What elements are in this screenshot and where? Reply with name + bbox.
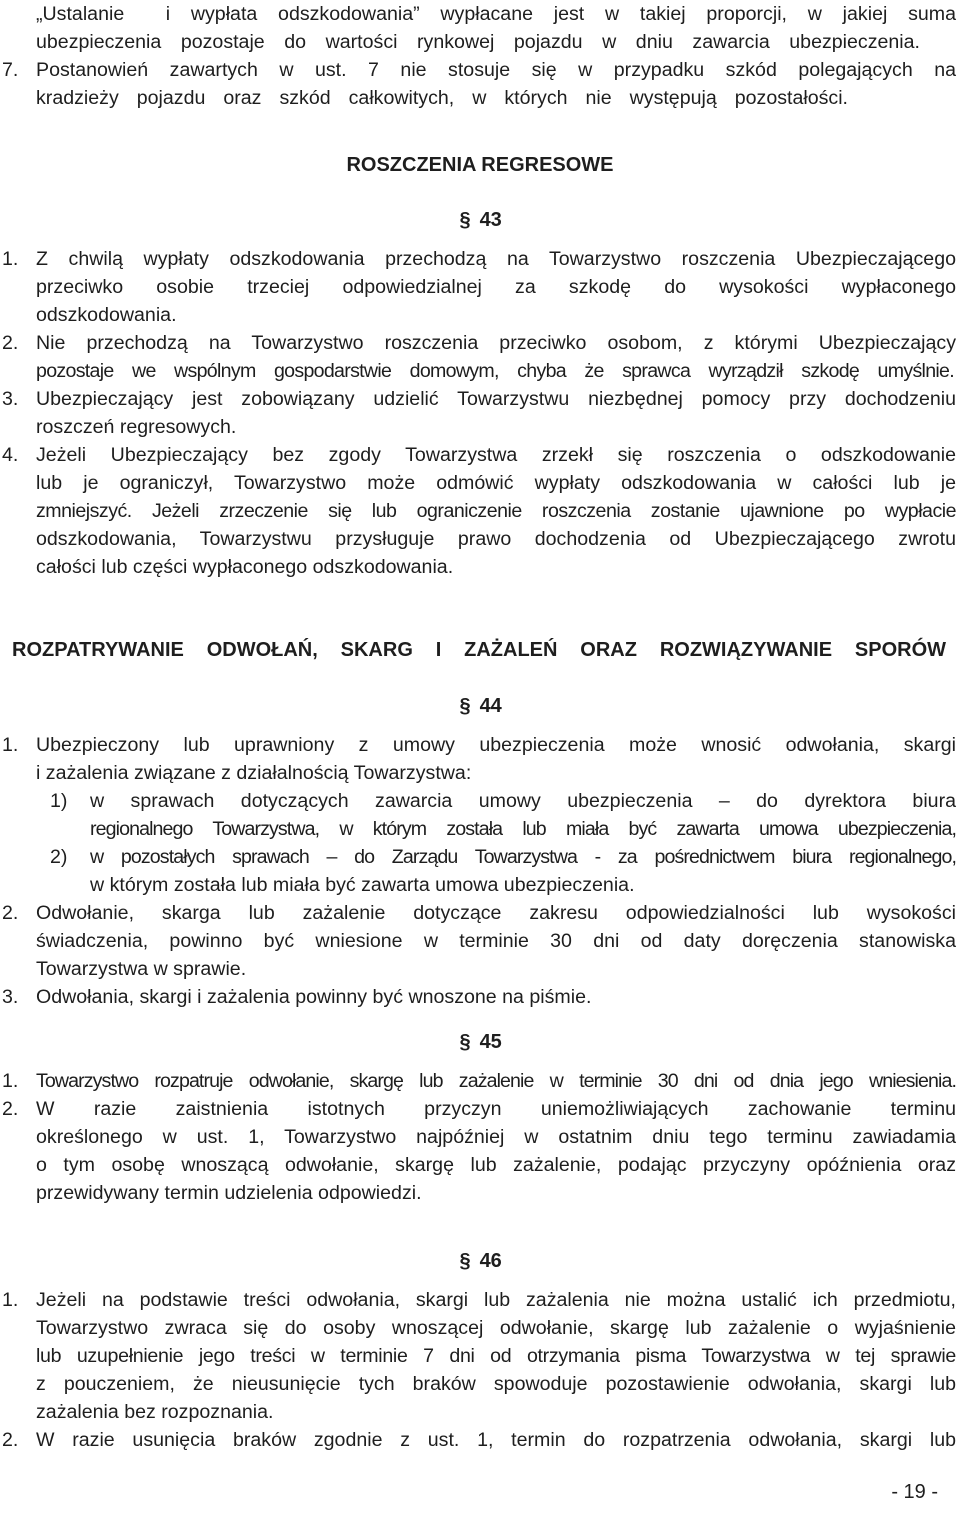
line-text: Odwołania, skargi i zażalenia powinny być wnoszone na piśmie. (36, 986, 592, 1008)
text-line (0, 983, 960, 1011)
text-line (0, 84, 960, 112)
section-sign: § (459, 695, 471, 717)
text-line (0, 245, 960, 273)
text-line (0, 1067, 960, 1095)
line-text: Towarzystwa w sprawie. (36, 958, 247, 980)
paragraph-44-heading (456, 692, 502, 720)
text-line (0, 815, 960, 843)
line-text: Postanowień zawartych w ust. 7 nie stosuje się w przypadku szkód polegających na (36, 59, 956, 81)
text-line (0, 0, 960, 28)
section-sign: § (459, 1250, 471, 1272)
line-text: zażalenia bez rozpoznania. (36, 1401, 274, 1423)
item-number: 2. (2, 1429, 19, 1451)
text-line (0, 927, 960, 955)
text-line (0, 955, 960, 983)
item-number: 1. (2, 734, 19, 756)
line-text: pozostaje we wspólnym gospodarstwie domowym, chyba że sprawca wyrządził szkodę umyślnie. (36, 360, 954, 382)
paragraph-number: 44 (479, 695, 502, 717)
line-text: odszkodowania, Towarzystwu przysługuje prawo dochodzenia od Ubezpieczającego zwrotu (36, 528, 956, 550)
line-text: Towarzystwo zwraca się do osoby wnoszącej odwołanie, skargę lub zażalenie o wyjaśnienie (36, 1317, 956, 1339)
line-text: o tym osobę wnoszącą odwołanie, skargę lub zażalenie, podając przyczyny opóźnienia oraz (36, 1154, 956, 1176)
line-text: odszkodowania. (36, 304, 177, 326)
text-line (0, 1426, 960, 1454)
line-text: określonego w ust. 1, Towarzystwo najpóźniej w ostatnim dniu tego terminu zawiadamia (36, 1126, 956, 1148)
text-line (0, 553, 960, 581)
text-line (0, 329, 960, 357)
item-number: 2. (2, 902, 19, 924)
line-text: przeciwko osobie trzeciej odpowiedzialnej za szkodę do wysokości wypłaconego (36, 276, 956, 298)
text-line (0, 1342, 960, 1370)
text-line (0, 871, 960, 899)
line-text: roszczeń regresowych. (36, 416, 237, 438)
item-number: 3. (2, 388, 19, 410)
line-text: Towarzystwo rozpatruje odwołanie, skargę lub zażalenie w terminie 30 dni od dnia jego wniesienia. (36, 1070, 956, 1092)
text-line (0, 357, 960, 385)
section-heading: ROZPATRYWANIE ODWOŁAŃ, SKARG I ZAŻALEŃ ORAZ ROZWIĄZYWANIE SPORÓW (12, 639, 946, 661)
line-text: świadczenia, powinno być wniesione w terminie 30 dni od daty doręczenia stanowiska (36, 930, 956, 952)
text-line (0, 497, 960, 525)
text-line (0, 1123, 960, 1151)
line-text: w którym została lub miała być zawarta umowa ubezpieczenia. (90, 874, 635, 896)
paragraph-number: 46 (479, 1250, 502, 1272)
item-number: 1. (2, 1289, 19, 1311)
section-heading: ROSZCZENIA REGRESOWE (346, 154, 614, 176)
line-text: Z chwilą wypłaty odszkodowania przechodzą na Towarzystwo roszczenia Ubezpieczającego (36, 248, 956, 270)
paragraph-46-heading (456, 1247, 502, 1275)
paragraph-number: 45 (479, 1031, 502, 1053)
item-number: 2. (2, 332, 19, 354)
line-text: Jeżeli na podstawie treści odwołania, skargi lub zażalenia nie można ustalić ich przedmiotu, (36, 1289, 956, 1311)
line-text: Odwołanie, skarga lub zażalenie dotyczące zakresu odpowiedzialności lub wysokości (36, 902, 956, 924)
text-line (0, 1370, 960, 1398)
subitem-number: 1) (50, 790, 68, 812)
text-line (0, 56, 960, 84)
text-line (0, 469, 960, 497)
paragraph-number: 43 (479, 209, 502, 231)
subitem-number: 2) (50, 846, 68, 868)
item-number: 1. (2, 1070, 19, 1092)
section-sign: § (459, 209, 471, 231)
text-line (0, 843, 960, 871)
item-number: 3. (2, 986, 19, 1008)
line-text: W razie zaistnienia istotnych przyczyn uniemożliwiających zachowanie terminu (36, 1098, 956, 1120)
text-line (0, 441, 960, 469)
text-line (0, 1179, 960, 1207)
item-number: 1. (2, 248, 19, 270)
text-line (0, 1314, 960, 1342)
text-line (0, 1095, 960, 1123)
line-text: i zażalenia związane z działalnością Towarzystwa: (36, 762, 472, 784)
line-text: w sprawach dotyczących zawarcia umowy ubezpieczenia – do dyrektora biura (90, 790, 956, 812)
item-number: 4. (2, 444, 19, 466)
line-text: Nie przechodzą na Towarzystwo roszczenia przeciwko osobom, z którymi Ubezpieczający (36, 332, 956, 354)
line-text: kradzieży pojazdu oraz szkód całkowitych, w których nie występują pozostałości. (36, 87, 848, 109)
section-sign: § (459, 1031, 471, 1053)
page-number: - 19 - (891, 1481, 938, 1503)
text-line (0, 899, 960, 927)
text-line (0, 759, 960, 787)
line-text: zmniejszyć. Jeżeli zrzeczenie się lub ograniczenie roszczenia zostanie ujawnione po wypłacie (36, 500, 956, 522)
text-line (0, 731, 960, 759)
text-line (0, 385, 960, 413)
text-line (0, 28, 960, 56)
line-text: Ubezpieczający jest zobowiązany udzielić Towarzystwu niezbędnej pomocy przy dochodzeniu (36, 388, 956, 410)
text-line (0, 273, 960, 301)
line-text: Jeżeli Ubezpieczający bez zgody Towarzystwa zrzekł się roszczenia o odszkodowanie (36, 444, 956, 466)
text-line (0, 1286, 960, 1314)
paragraph-45-heading (456, 1028, 502, 1056)
line-text: W razie usunięcia braków zgodnie z ust. 1, termin do rozpatrzenia odwołania, skargi lub (36, 1429, 956, 1451)
line-text: regionalnego Towarzystwa, w którym została lub miała być zawarta umowa ubezpieczenia, (90, 818, 956, 840)
line-text: z pouczeniem, że nieusunięcie tych braków spowoduje pozostawienie odwołania, skargi lub (36, 1373, 956, 1395)
text-line (0, 525, 960, 553)
line-text: w pozostałych sprawach – do Zarządu Towarzystwa - za pośrednictwem biura regionalnego, (90, 846, 956, 868)
line-text: „Ustalanie i wypłata odszkodowania” wypłacane jest w takiej proporcji, w jakiej suma (36, 3, 956, 25)
item-number: 7. (2, 59, 19, 81)
line-text: lub je ograniczył, Towarzystwo może odmówić wypłaty odszkodowania w całości lub je (36, 472, 956, 494)
text-line (0, 1151, 960, 1179)
line-text: Ubezpieczony lub uprawniony z umowy ubezpieczenia może wnosić odwołania, skargi (36, 734, 956, 756)
line-text: lub uzupełnienie jego treści w terminie 7 dni od otrzymania pisma Towarzystwa w tej sprawie (36, 1345, 956, 1367)
line-text: całości lub części wypłaconego odszkodowania. (36, 556, 454, 578)
text-line (0, 1398, 960, 1426)
line-text: przewidywany termin udzielenia odpowiedzi. (36, 1182, 422, 1204)
line-text: ubezpieczenia pozostaje do wartości rynkowej pojazdu w dniu zawarcia ubezpieczenia. (36, 31, 920, 53)
paragraph-43-heading (456, 206, 502, 234)
item-number: 2. (2, 1098, 19, 1120)
text-line (0, 787, 960, 815)
text-line (0, 413, 960, 441)
text-line (0, 301, 960, 329)
